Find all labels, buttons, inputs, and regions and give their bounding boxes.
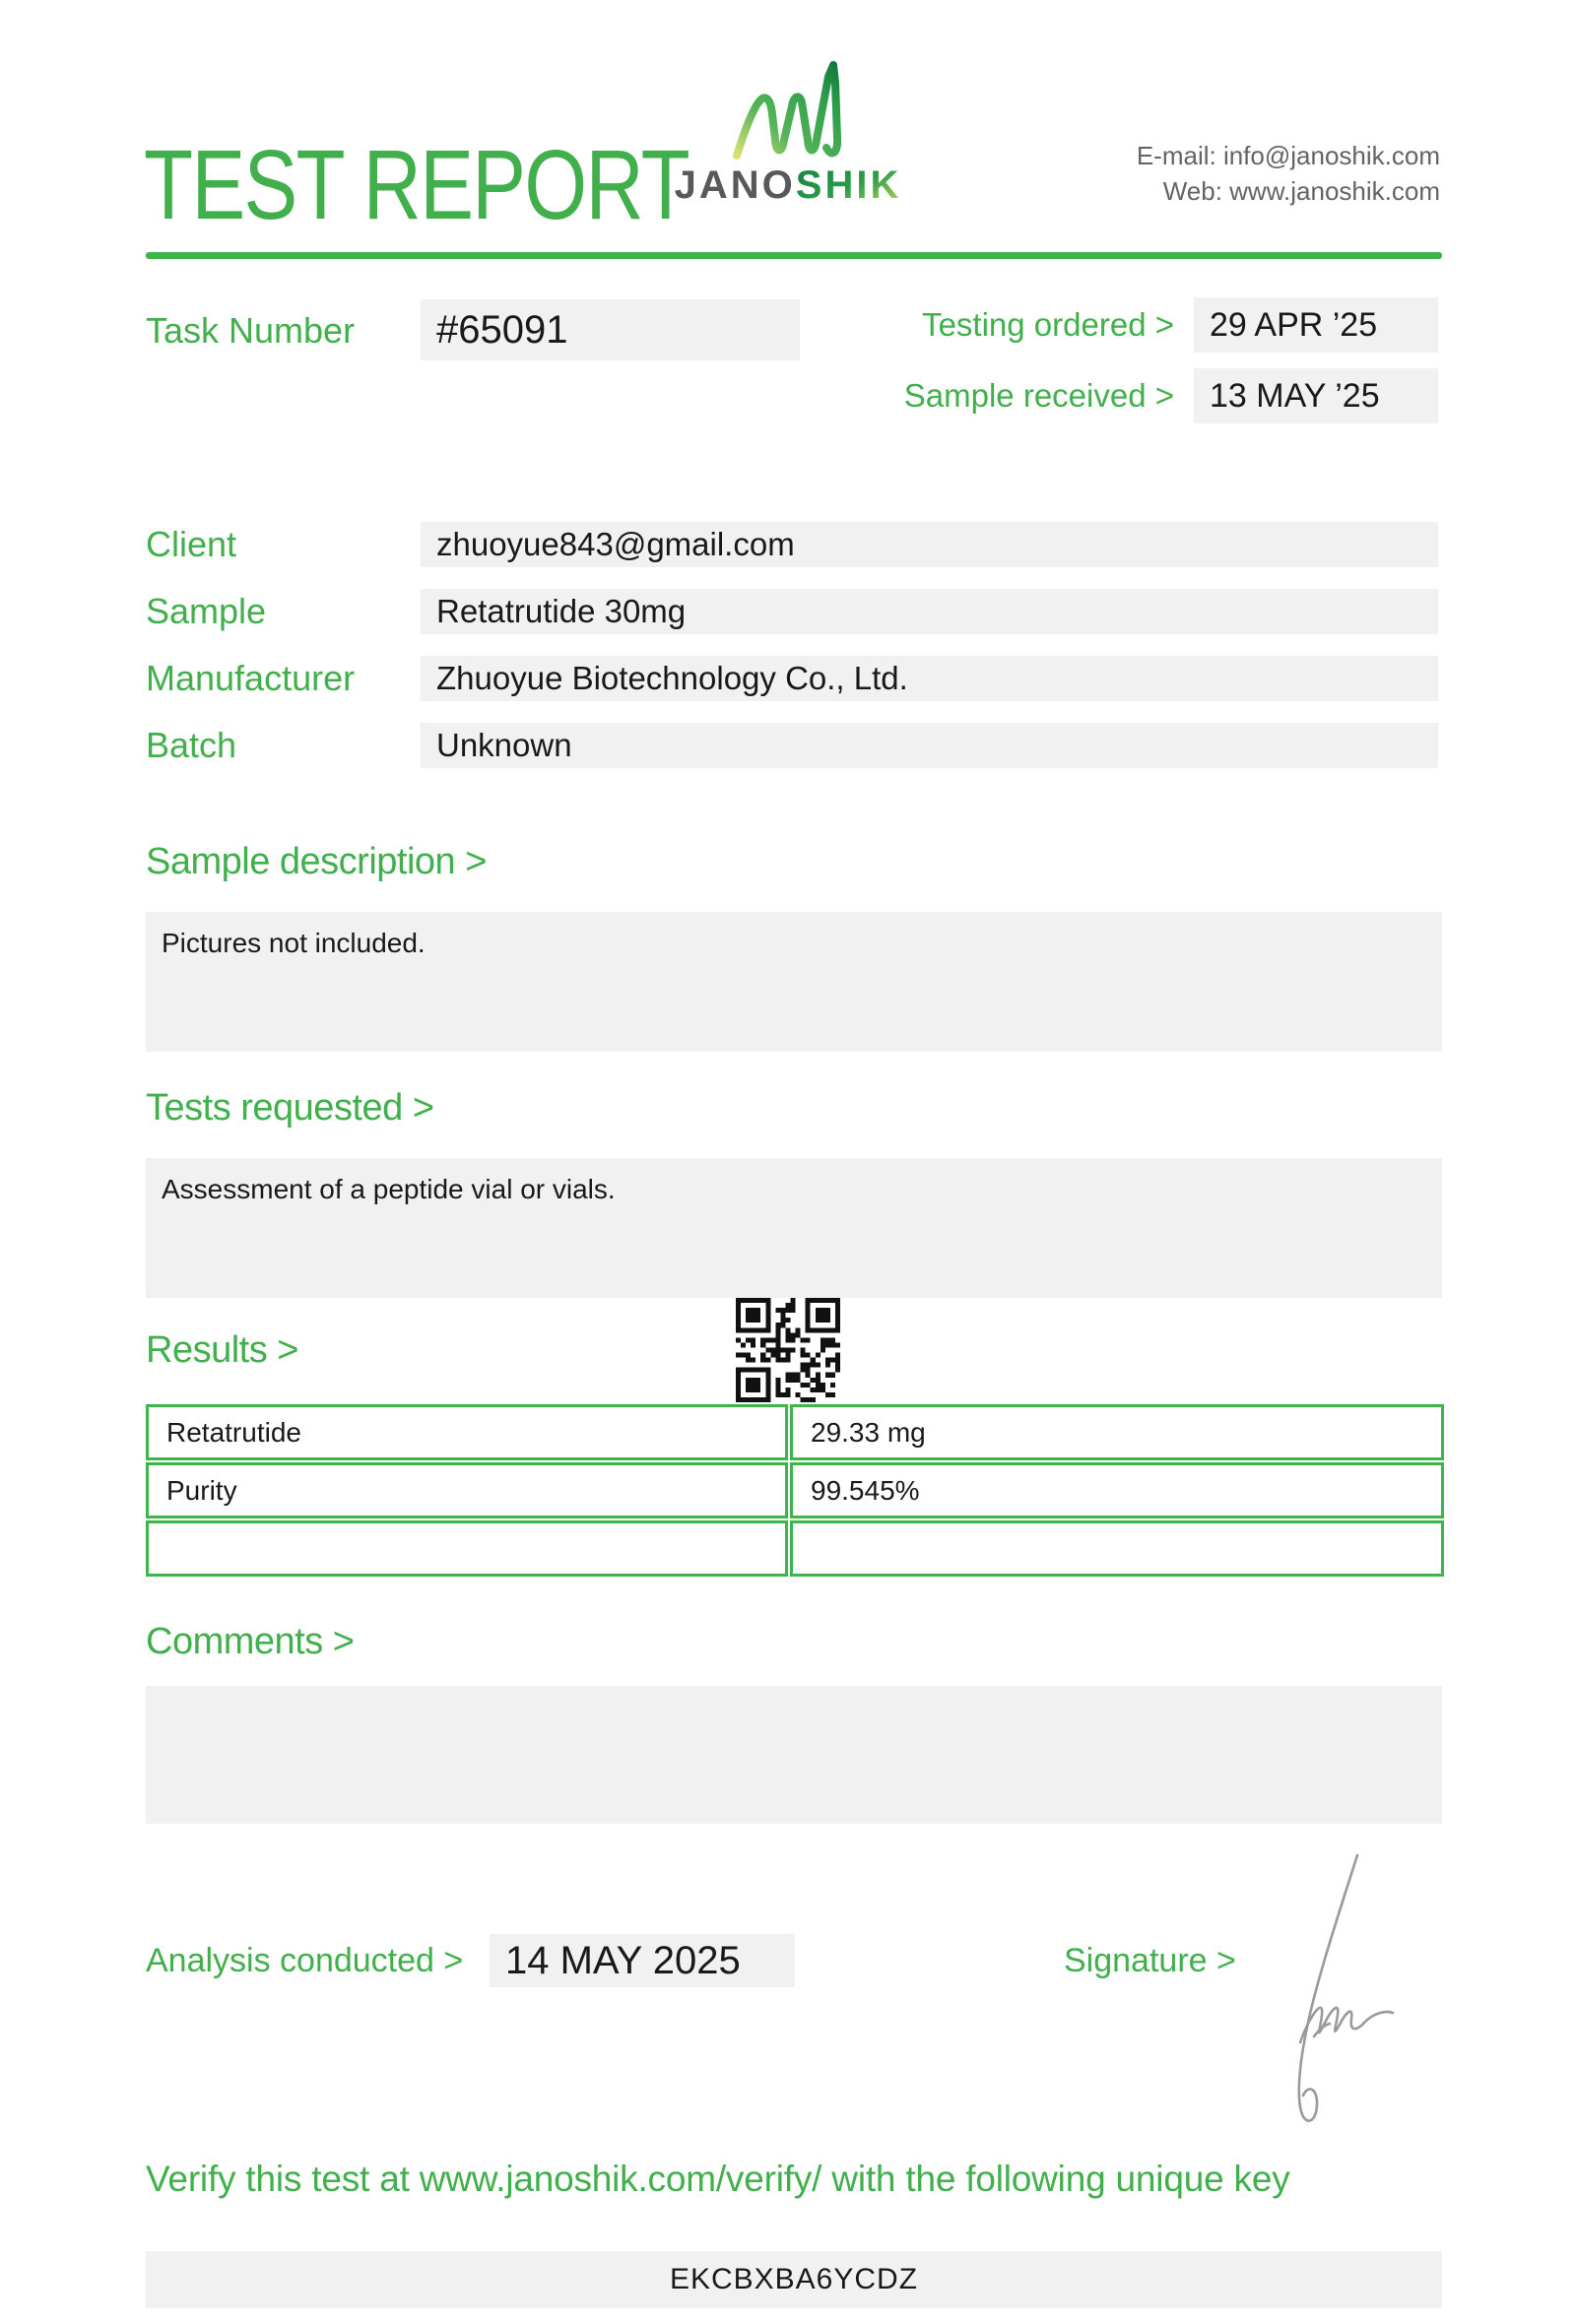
sample-value: Retatrutide 30mg bbox=[421, 589, 1438, 634]
table-row bbox=[146, 1520, 1444, 1577]
result-value bbox=[790, 1520, 1444, 1577]
wordmark-jano: JANO bbox=[674, 163, 796, 207]
manufacturer-label: Manufacturer bbox=[146, 658, 356, 698]
batch-label: Batch bbox=[146, 725, 237, 765]
contact-email: E-mail: info@janoshik.com bbox=[1136, 141, 1440, 170]
tests-requested-box: Assessment of a peptide vial or vials. bbox=[146, 1158, 1442, 1298]
result-name bbox=[146, 1520, 788, 1577]
result-name: Purity bbox=[146, 1462, 788, 1518]
wordmark bbox=[650, 163, 926, 208]
header-divider bbox=[146, 252, 1442, 259]
page-title: TEST REPORT bbox=[144, 130, 690, 240]
results-heading: Results > bbox=[146, 1329, 298, 1371]
verify-key: EKCBXBA6YCDZ bbox=[146, 2251, 1442, 2308]
handwritten-signature bbox=[1269, 1849, 1403, 2150]
tests-requested-heading: Tests requested > bbox=[146, 1087, 434, 1129]
comments-box bbox=[146, 1686, 1442, 1824]
contact-info bbox=[1137, 138, 1440, 210]
batch-value: Unknown bbox=[421, 723, 1438, 768]
task-number-value: #65091 bbox=[421, 299, 800, 360]
growth-chart-icon bbox=[650, 57, 926, 161]
table-row bbox=[146, 1462, 1444, 1518]
analysis-conducted-label: Analysis conducted > bbox=[146, 1942, 464, 1979]
sample-label: Sample bbox=[146, 591, 267, 631]
contact-web: Web: www.janoshik.com bbox=[1162, 176, 1440, 207]
manufacturer-value: Zhuoyue Biotechnology Co., Ltd. bbox=[421, 656, 1438, 701]
sample-description-heading: Sample description > bbox=[146, 841, 487, 882]
verify-text: Verify this test at www.janoshik.com/verify/ with the following unique key bbox=[146, 2159, 1290, 2199]
task-number-label: Task Number bbox=[146, 310, 356, 351]
table-row bbox=[146, 1404, 1444, 1460]
result-value: 29.33 mg bbox=[790, 1404, 1444, 1460]
client-label: Client bbox=[146, 524, 237, 564]
client-value: zhuoyue843@gmail.com bbox=[421, 522, 1438, 567]
result-name: Retatrutide bbox=[146, 1404, 788, 1460]
janoshik-logo bbox=[650, 57, 926, 208]
analysis-date: 14 MAY 2025 bbox=[490, 1934, 795, 1987]
sample-received-label: Sample received > bbox=[903, 377, 1174, 414]
comments-heading: Comments > bbox=[146, 1621, 355, 1662]
sample-received-value: 13 MAY ’25 bbox=[1194, 368, 1438, 423]
testing-ordered-value: 29 APR ’25 bbox=[1194, 297, 1438, 353]
signature-label: Signature > bbox=[1064, 1942, 1236, 1979]
testing-ordered-label: Testing ordered > bbox=[922, 306, 1174, 343]
result-value: 99.545% bbox=[790, 1462, 1444, 1518]
qr-code-icon bbox=[736, 1298, 840, 1407]
results-table bbox=[146, 1404, 1444, 1577]
sample-description-box: Pictures not included. bbox=[146, 912, 1442, 1052]
wordmark-shik: SHIK bbox=[795, 163, 902, 207]
